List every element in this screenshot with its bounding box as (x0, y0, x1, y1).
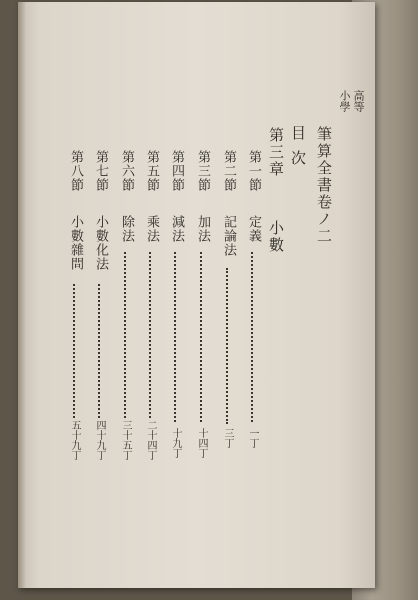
toc-entry-8-leader (73, 284, 75, 418)
toc-entry-5-page: 二十四丁 (145, 420, 156, 460)
toc-entry-7-title: 小數化法 (93, 215, 108, 271)
toc-entry-1-title: 定義 (246, 215, 261, 243)
toc-entry-7-leader (98, 284, 100, 418)
toc-entry-4-leader (174, 252, 176, 422)
toc-entry-7-section: 第七節 (93, 150, 108, 192)
toc-entry-6-page: 三十五丁 (120, 420, 131, 460)
book-label-line2: 小學 (338, 90, 351, 112)
toc-entry-6-section: 第六節 (119, 150, 134, 192)
toc-entry-2-page: 三丁 (222, 428, 233, 448)
page-gutter (18, 2, 26, 588)
toc-entry-8-page: 五十九丁 (69, 420, 80, 460)
toc-entry-5-title: 乘法 (144, 215, 159, 243)
toc-entry-6-title: 除法 (119, 215, 134, 243)
toc-entry-1-leader (251, 252, 253, 422)
toc-entry-8-title: 小數雜問 (68, 215, 83, 271)
toc-entry-1-page: 一丁 (247, 428, 258, 448)
toc-entry-2-leader (226, 268, 228, 424)
toc-entry-3-leader (200, 252, 202, 422)
toc-heading: 目次 (289, 125, 307, 175)
chapter-number: 第三章 (267, 127, 285, 178)
toc-entry-4-section: 第四節 (169, 150, 184, 192)
toc-entry-4-title: 減法 (169, 215, 184, 243)
toc-entry-1-section: 第一節 (246, 150, 261, 192)
toc-entry-3-title: 加法 (195, 215, 210, 243)
toc-entry-8-section: 第八節 (68, 150, 83, 192)
toc-entry-6-leader (124, 252, 126, 418)
book-label-line1: 高等 (352, 90, 365, 112)
toc-entry-5-leader (149, 252, 151, 418)
toc-entry-3-page: 十四丁 (196, 428, 207, 458)
chapter-title: 小數 (267, 220, 285, 254)
book-title: 筆算全書卷ノ二 (315, 126, 333, 245)
toc-entry-5-section: 第五節 (144, 150, 159, 192)
toc-entry-2-title: 記論法 (221, 215, 236, 257)
toc-entry-4-page: 十九丁 (170, 428, 181, 458)
toc-entry-2-section: 第二節 (221, 150, 236, 192)
book-page (18, 2, 375, 588)
toc-entry-7-page: 四十九丁 (94, 420, 105, 460)
toc-entry-3-section: 第三節 (195, 150, 210, 192)
